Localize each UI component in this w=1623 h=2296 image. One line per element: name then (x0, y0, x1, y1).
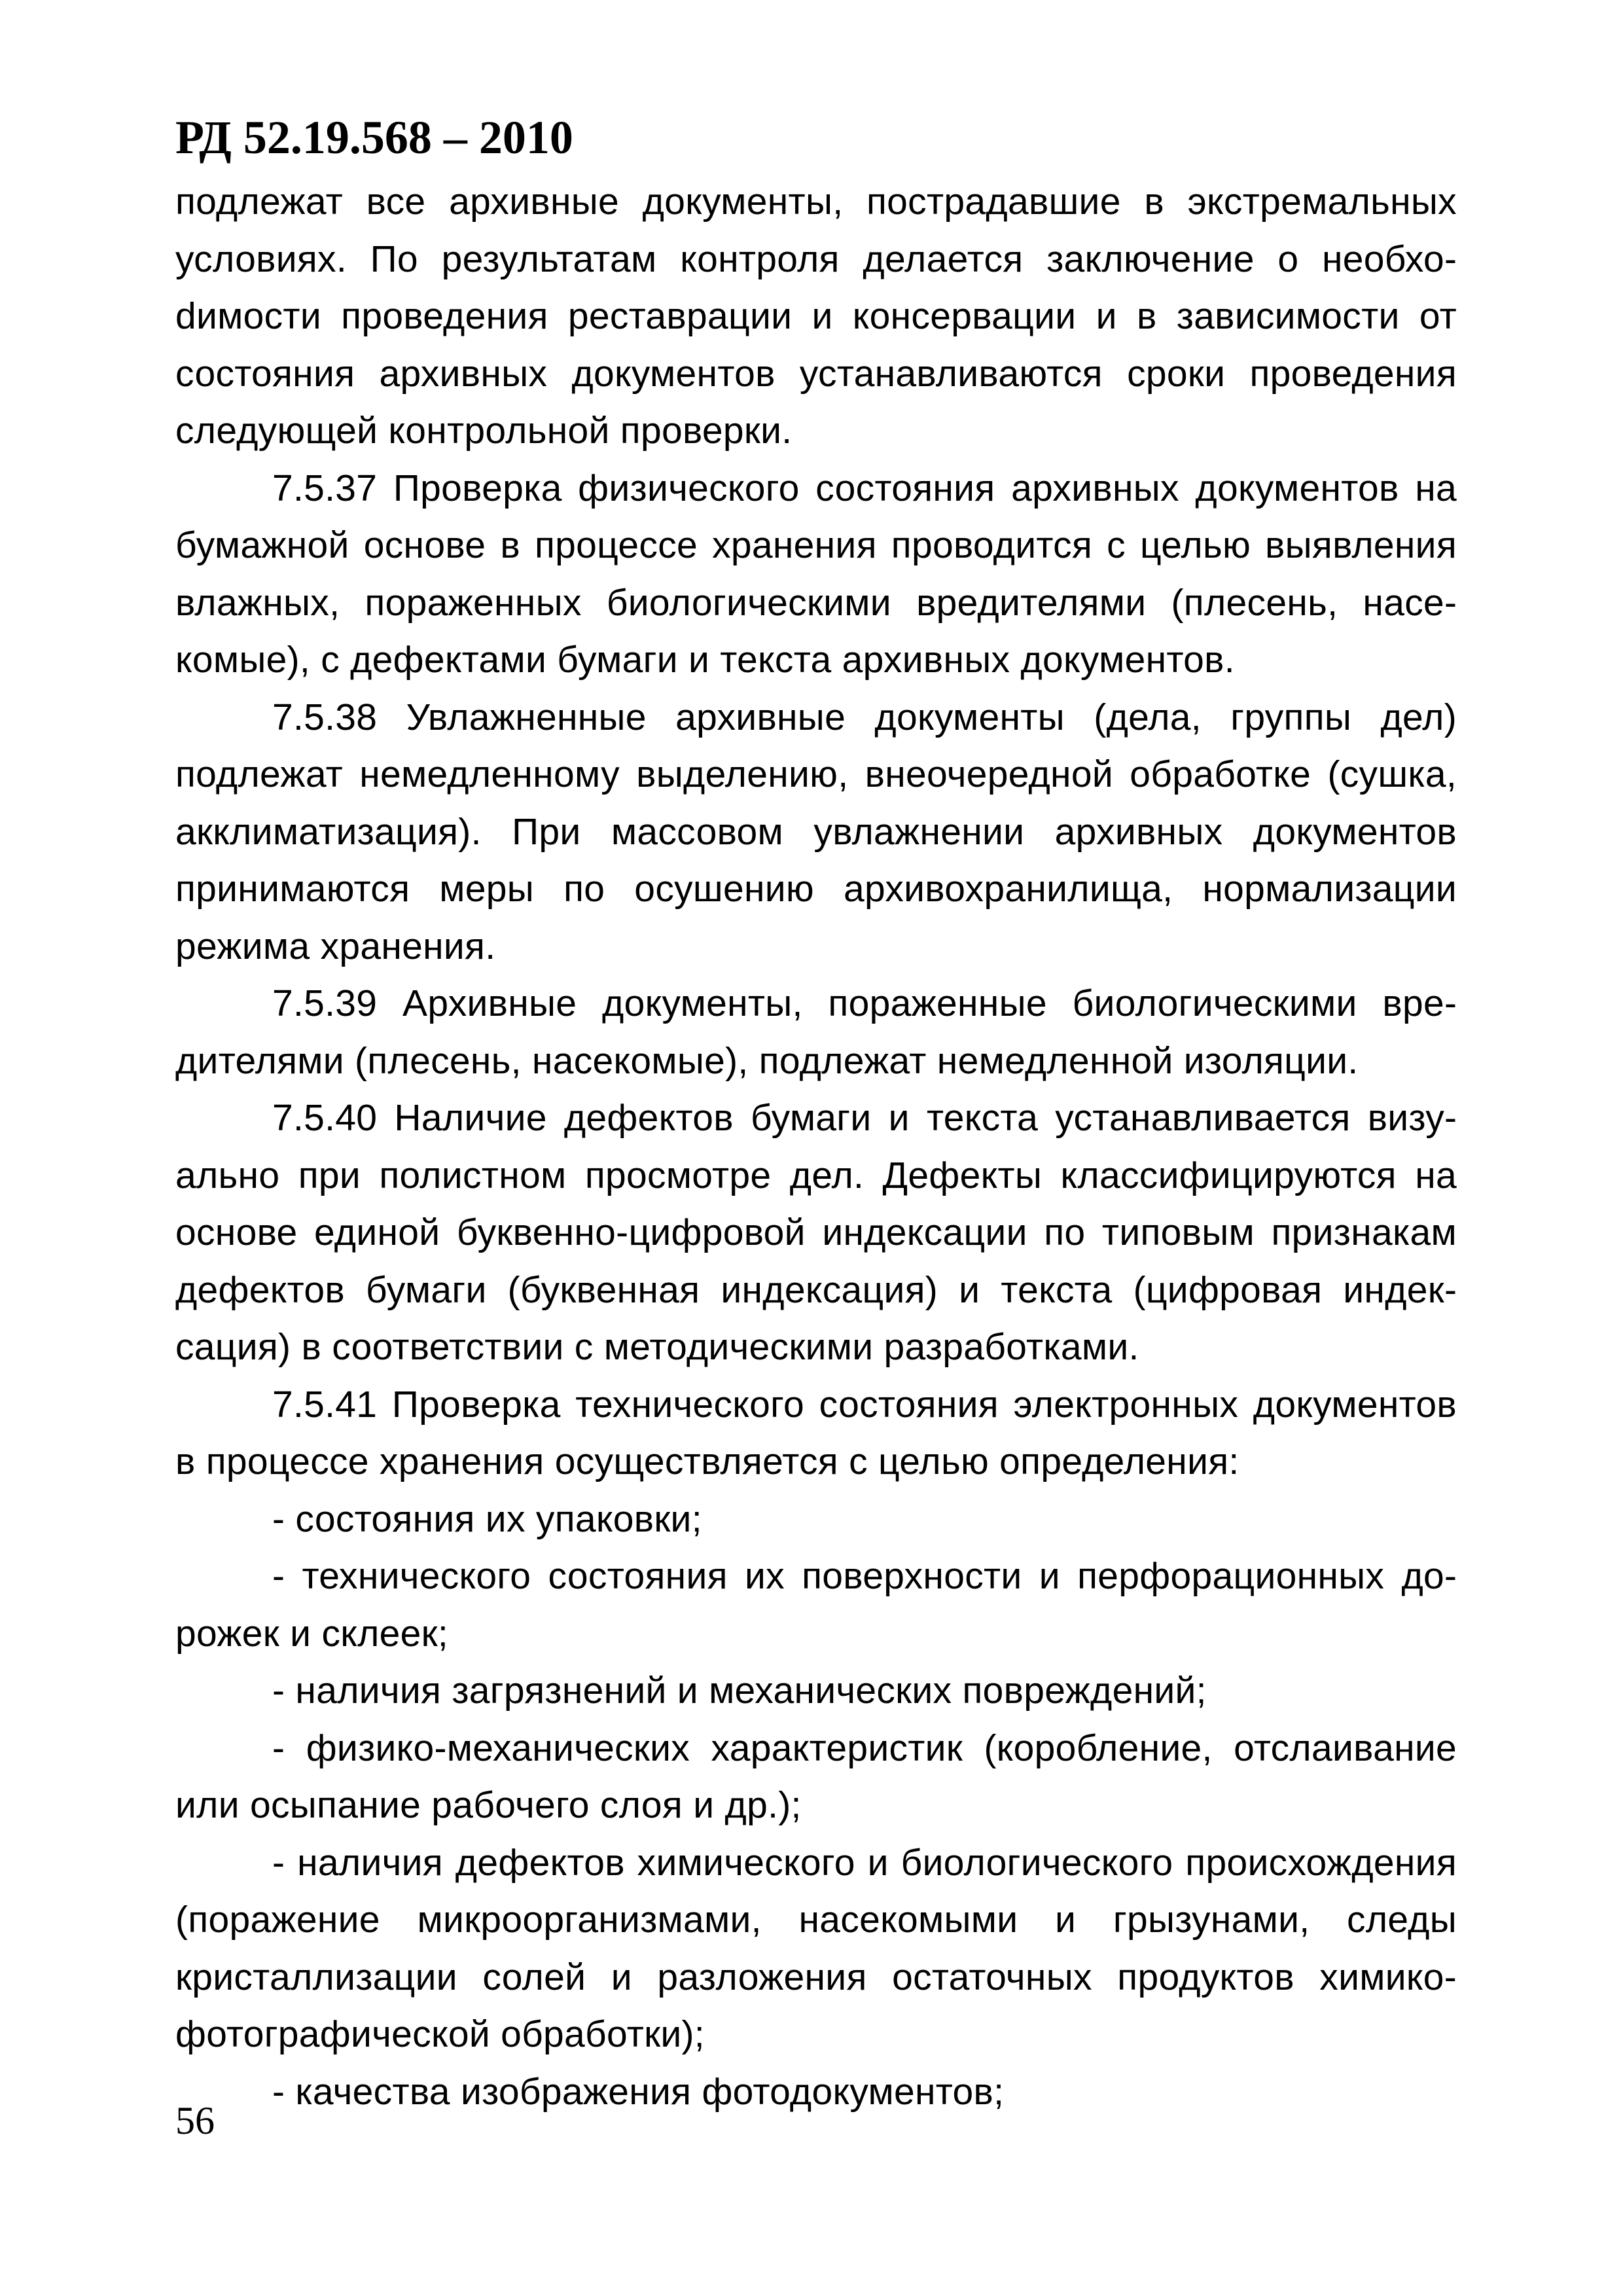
page-number: 56 (175, 2099, 215, 2142)
paragraph-continuation: подлежат все архивные документы, пострадавшие в экстремальных условиях. По результатам контроля делается заключение о необхоdимости проведения реставрации и консервации и в зависимости от состояния архивных документов устанавливаются сроки проведения следующей контрольной проверки. (175, 181, 1457, 452)
list-item-packaging: - состояния их упаковки; (272, 1498, 702, 1540)
document-code-header: РД 52.19.568 – 2010 (175, 111, 573, 164)
paragraph-7-5-40: 7.5.40 Наличие дефектов бумаги и текста устанавливается визуально при полистном просмотре дел. Дефекты классифицируются на основе единой буквенно-цифровой индексации по типовым признакам дефектов бумаги (буквенная индексация) и текста (цифровая индексация) в соответствии с методическими разработками. (175, 1097, 1457, 1368)
paragraph-7-5-38: 7.5.38 Увлажненные архивные документы (дела, группы дел) подлежат немедленному выделению, внеочередной обработке (сушка, акклиматизация). При массовом увлажнении архивных документов принимаются меры по осушению архивохранилища, нормализации режима хранения. (175, 696, 1457, 967)
list-item-physico-mechanical: - физико-механических характеристик (коробление, отслаивание или осыпание рабочего слоя и др.); (175, 1727, 1457, 1826)
paragraph-7-5-41: 7.5.41 Проверка технического состояния электронных документов в процессе хранения осуществляется с целью определения: (175, 1383, 1457, 1482)
paragraph-7-5-39: 7.5.39 Архивные документы, пораженные биологическими вредителями (плесень, насекомые), подлежат немедленной изоляции. (175, 982, 1457, 1082)
list-item-contamination: - наличия загрязнений и механических повреждений; (272, 1670, 1207, 1712)
list-item-surface-condition: - технического состояния их поверхности и перфорационных дорожек и склеек; (175, 1555, 1457, 1655)
body-text (175, 173, 1457, 2121)
list-item-photo-image-quality: - качества изображения фотодокументов; (272, 2070, 1005, 2113)
paragraph-7-5-37: 7.5.37 Проверка физического состояния архивных документов на бумажной основе в процессе хранения проводится с целью выявления влажных, пораженных биологическими вредителями (плесень, насекомые), с дефектами бумаги и текста архивных документов. (175, 467, 1457, 681)
list-item-chemical-biological-defects: - наличия дефектов химического и биологического происхождения (поражение микроорганизмами, насекомыми и грызунами, следы кристаллизации солей и разложения остаточных продуктов химико-фотографической обработки); (175, 1841, 1457, 2055)
